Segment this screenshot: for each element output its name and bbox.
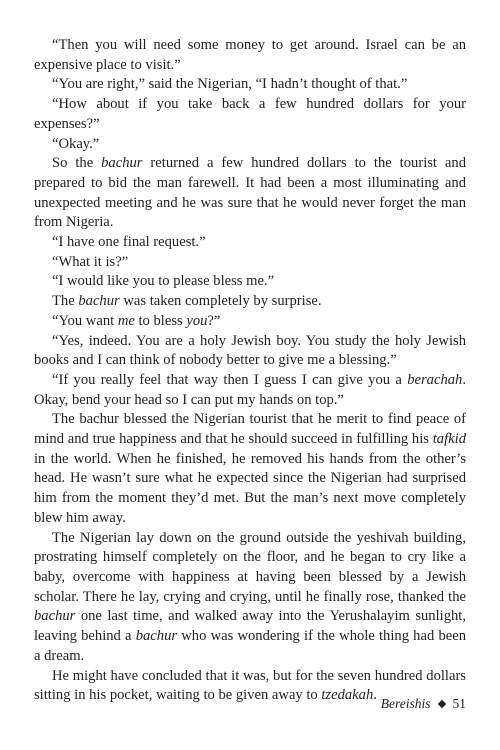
- text-run: “Okay.”: [52, 135, 100, 152]
- text-run: returned a few hundred dollars to the tourist and prepared to bid the man farewell. It had been a most illuminating and unexpected meeting and he was sure that he would never forget the man from Nigeria.: [34, 155, 466, 231]
- text-run: The: [52, 293, 79, 310]
- paragraph: [34, 75, 466, 95]
- text-run: “If you really feel that way then I guess I can give you a: [52, 371, 408, 388]
- text-run: “Yes, indeed. You are a holy Jewish boy. You study the holy Jewish books and I can think of nobody better to give me a blessing.”: [34, 332, 466, 369]
- paragraph: [34, 371, 466, 410]
- text-run: to bless: [134, 312, 187, 329]
- paragraph: [34, 529, 466, 667]
- text-run: .: [373, 687, 377, 704]
- running-footer: [381, 696, 466, 712]
- italic-term: me: [117, 312, 135, 329]
- paragraph: [34, 95, 466, 134]
- text-run: “Then you will need some money to get around. Israel can be an expensive place to visit.”: [34, 37, 466, 73]
- text-run: “I have one final request.”: [52, 234, 206, 251]
- paragraph: [34, 312, 466, 332]
- text-run: He might have concluded that it was, but for the seven hundred dollars sitting in his pocket, waiting to be given away to: [34, 667, 466, 704]
- running-footer-title: Bereishis: [380, 696, 431, 711]
- text-run: one last time, and walked away into the Yerushalayim sunlight, leaving behind a: [34, 608, 466, 645]
- paragraph: [34, 233, 466, 253]
- paragraph: [34, 332, 466, 371]
- italic-term: bachur: [101, 155, 143, 172]
- text-run: “How about if you take back a few hundred dollars for your expenses?”: [34, 96, 466, 132]
- italic-term: bachur: [78, 293, 120, 310]
- text-run: was taken completely by surprise.: [119, 293, 322, 310]
- italic-term: berachah: [407, 371, 463, 388]
- page-number: 51: [452, 696, 466, 711]
- diamond-bullet-icon: [437, 700, 445, 708]
- italic-term: bachur: [135, 628, 178, 645]
- body-text: [34, 36, 466, 706]
- text-run: ?”: [207, 312, 221, 329]
- text-run: The bachur blessed the Nigerian tourist that he merit to find peace of mind and true happiness and that he should succeed in fulfilling his: [34, 411, 466, 448]
- text-run: . Okay, bend your head so I can put my hands on top.”: [34, 371, 466, 408]
- italic-term: tzedakah: [321, 687, 374, 704]
- paragraph: [34, 272, 466, 292]
- text-run: “You want: [52, 312, 118, 329]
- text-run: who was wondering if the whole thing had been a dream.: [34, 628, 466, 664]
- text-run: The Nigerian lay down on the ground outside the yeshivah building, prostrating himself completely on the floor, and he began to cry like a baby, overcome with happiness at having been blessed by a Jewish scholar. There he lay, crying and crying, until he finally rose, thanked the: [34, 529, 466, 605]
- text-run: “I would like you to please bless me.”: [52, 273, 275, 290]
- paragraph: [34, 410, 466, 528]
- text-run: “You are right,” said the Nigerian, “I hadn’t thought of that.”: [52, 76, 408, 93]
- paragraph: [34, 154, 466, 233]
- italic-term: bachur: [34, 608, 76, 625]
- paragraph: [34, 36, 466, 75]
- italic-term: you: [186, 312, 208, 329]
- text-run: So the: [52, 155, 102, 172]
- text-run: in the world. When he finished, he removed his hands from the other’s head. He wasn’t sure what he expected since the Nigerian had surprised him from the moment they’d met. But the man’s next move completely blew him away.: [34, 450, 466, 526]
- paragraph: [34, 135, 466, 155]
- paragraph: [34, 292, 466, 312]
- paragraph: [34, 253, 466, 273]
- italic-term: tafkid: [432, 431, 466, 448]
- text-run: “What it is?”: [52, 253, 129, 270]
